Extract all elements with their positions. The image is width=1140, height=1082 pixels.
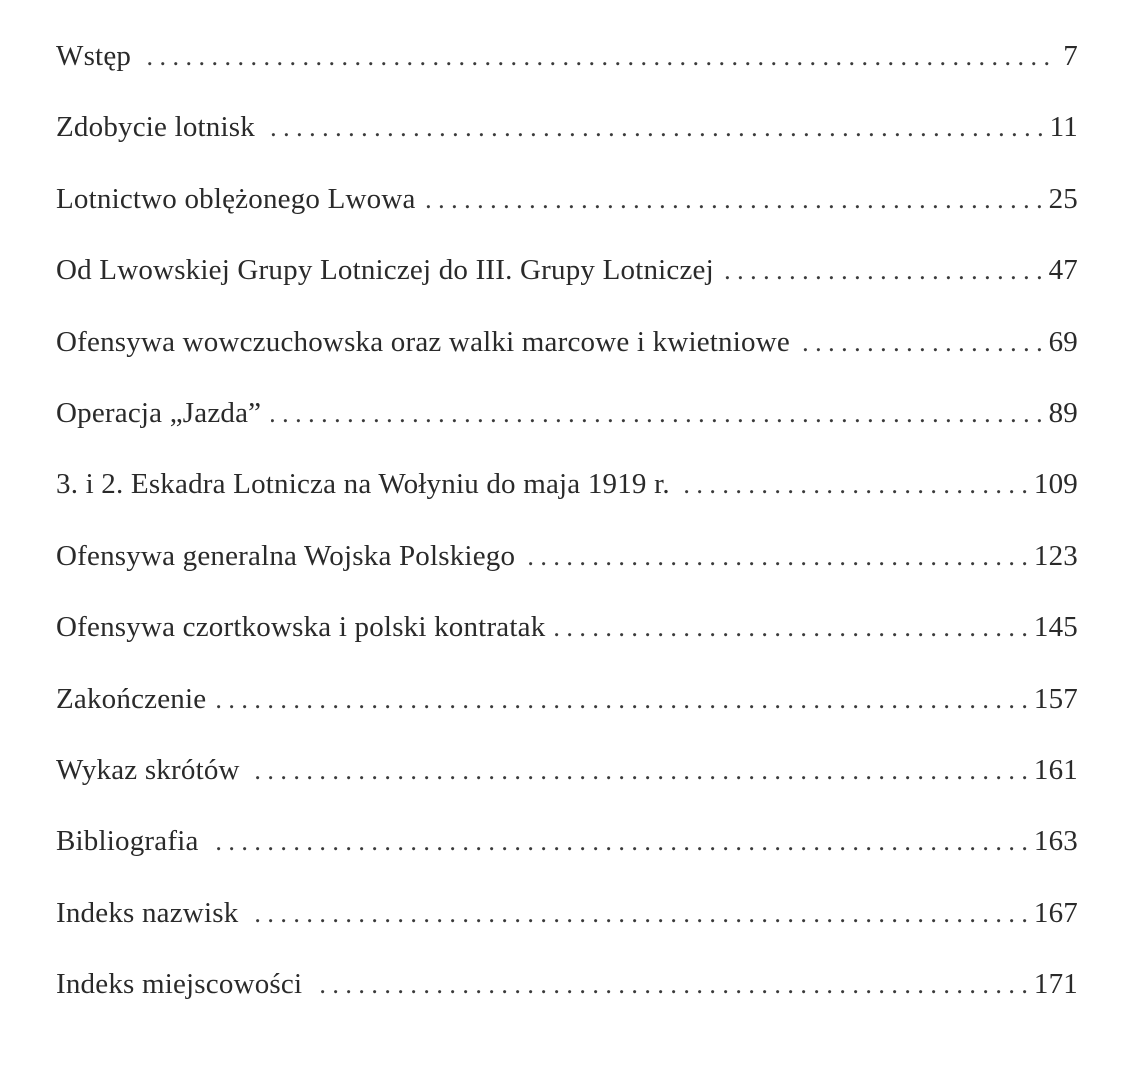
dot-leader: [265, 113, 1044, 143]
toc-entry-page: 167: [1033, 896, 1078, 929]
toc-entry-page: 161: [1033, 753, 1078, 786]
dot-leader: [800, 328, 1043, 358]
toc-entry-title: Operacja „Jazda”: [56, 396, 262, 429]
toc-entry-page: 11: [1049, 111, 1078, 144]
toc-entry: [56, 754, 1078, 825]
toc-entry-page: 89: [1048, 396, 1078, 429]
toc-entry: [56, 468, 1078, 539]
toc-entry-page: 163: [1033, 825, 1078, 858]
toc-entry: [56, 111, 1078, 182]
dot-leader: [525, 542, 1028, 572]
toc-entry-title: Indeks nazwisk: [56, 896, 239, 929]
toc-entry-page: 123: [1033, 539, 1078, 572]
toc-entry-page: 109: [1033, 468, 1078, 501]
toc-entry: [56, 825, 1078, 896]
toc-entry: [56, 968, 1078, 1039]
dot-leader: [216, 685, 1028, 715]
toc-entry-title: Wstęp: [56, 40, 132, 72]
toc-entry-title: Ofensywa generalna Wojska Polskiego: [56, 539, 516, 572]
toc-entry-title: Od Lwowskiej Grupy Lotniczej do III. Grupy Lotniczej: [56, 254, 714, 287]
toc-entry: [56, 40, 1078, 111]
toc-entry-title: Indeks miejscowości: [56, 968, 303, 1001]
toc-entry: [56, 611, 1078, 682]
dot-leader: [724, 256, 1043, 286]
toc-entry-page: 25: [1048, 182, 1078, 215]
toc-entry-page: 145: [1033, 611, 1078, 644]
dot-leader: [248, 899, 1027, 929]
toc-entry: [56, 326, 1078, 397]
toc-entry-page: 47: [1048, 254, 1078, 287]
toc-entry-title: Zakończenie: [56, 682, 207, 715]
toc-entry-page: 69: [1048, 325, 1078, 358]
dot-leader: [250, 756, 1028, 786]
toc-entry: [56, 540, 1078, 611]
toc-entry-title: Bibliografia: [56, 825, 199, 858]
dot-leader: [141, 42, 1050, 72]
toc-entry-title: Wykaz skrótów: [56, 753, 240, 786]
toc-entry-title: 3. i 2. Eskadra Lotnicza na Wołyniu do maja 1919 r.: [56, 468, 670, 501]
toc-entry-title: Ofensywa czortkowska i polski kontratak: [56, 611, 546, 644]
toc-entry: [56, 683, 1078, 754]
dot-leader: [209, 827, 1028, 857]
dot-leader: [271, 399, 1042, 429]
dot-leader: [555, 613, 1027, 643]
toc-entry: [56, 183, 1078, 254]
toc-entry-title: Ofensywa wowczuchowska oraz walki marcowe i kwietniowe: [56, 325, 790, 358]
toc-entry: [56, 397, 1078, 468]
dot-leader: [426, 185, 1043, 215]
toc-entry-title: Lotnictwo oblężonego Lwowa: [56, 182, 416, 215]
toc-entry: [56, 897, 1078, 968]
toc-entry-page: 157: [1033, 682, 1078, 715]
dot-leader: [680, 470, 1028, 500]
toc-entry: [56, 254, 1078, 325]
toc-entry-title: Zdobycie lotnisk: [56, 111, 255, 144]
toc-entry-page: 171: [1033, 968, 1078, 1001]
table-of-contents: [56, 40, 1078, 1039]
toc-entry-page: 7: [1063, 40, 1078, 72]
dot-leader: [312, 970, 1028, 1000]
